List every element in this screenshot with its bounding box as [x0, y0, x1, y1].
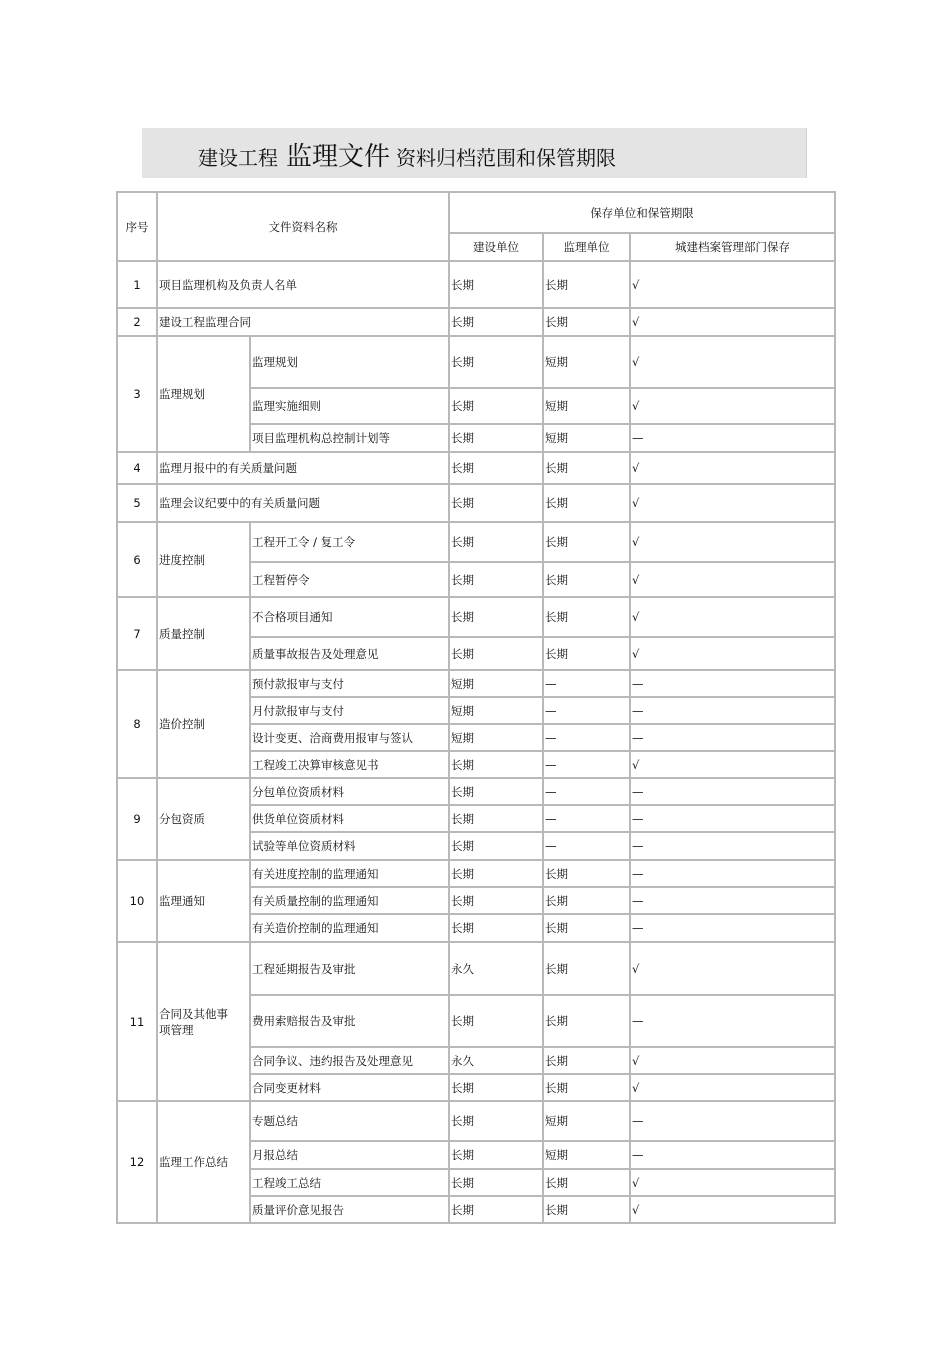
archive-mark: √	[630, 308, 835, 336]
supervise-term: 长期	[543, 597, 630, 637]
archive-mark: √	[630, 637, 835, 670]
build-term: 长期	[449, 887, 543, 914]
item-name: 有关造价控制的监理通知	[250, 914, 449, 942]
build-term: 长期	[449, 562, 543, 597]
item-name: 监理规划	[250, 336, 449, 388]
supervise-term: 长期	[543, 452, 630, 484]
supervise-term: —	[543, 670, 630, 697]
build-term: 长期	[449, 1169, 543, 1196]
supervise-term: 长期	[543, 637, 630, 670]
build-term: 长期	[449, 424, 543, 452]
page-title	[198, 136, 616, 173]
archive-mark: √	[630, 261, 835, 308]
item-name: 工程竣工总结	[250, 1169, 449, 1196]
supervise-term: —	[543, 832, 630, 860]
row-no: 7	[117, 597, 157, 670]
item-name: 项目监理机构总控制计划等	[250, 424, 449, 452]
title-part-3: 资料归档范围和保管期限	[396, 146, 617, 170]
supervise-term: 长期	[543, 1074, 630, 1101]
item-name: 分包单位资质材料	[250, 778, 449, 805]
item-name: 预付款报审与支付	[250, 670, 449, 697]
row-no: 4	[117, 452, 157, 484]
archive-mark: √	[630, 1047, 835, 1074]
archive-mark: —	[630, 1141, 835, 1169]
table-row	[117, 308, 835, 336]
archive-mark: —	[630, 1101, 835, 1141]
row-category: 监理规划	[157, 336, 250, 452]
supervise-term: 长期	[543, 914, 630, 942]
header-name: 文件资料名称	[157, 192, 449, 261]
row-category-line-1: 合同及其他事	[159, 1006, 228, 1021]
table-row	[117, 522, 835, 562]
build-term: 长期	[449, 832, 543, 860]
build-term: 长期	[449, 336, 543, 388]
supervise-term: 长期	[543, 308, 630, 336]
supervise-term: —	[543, 697, 630, 724]
title-bar	[142, 128, 807, 178]
row-no: 12	[117, 1101, 157, 1223]
item-name: 月付款报审与支付	[250, 697, 449, 724]
row-category: 监理通知	[157, 860, 250, 942]
archive-mark: —	[630, 914, 835, 942]
archive-mark: —	[630, 697, 835, 724]
row-category: 建设工程监理合同	[157, 308, 449, 336]
supervise-term: —	[543, 751, 630, 778]
archive-mark: √	[630, 1196, 835, 1223]
supervise-term: 长期	[543, 261, 630, 308]
build-term: 短期	[449, 724, 543, 751]
row-category: 监理工作总结	[157, 1101, 250, 1223]
item-name: 不合格项目通知	[250, 597, 449, 637]
supervise-term: 短期	[543, 1141, 630, 1169]
archive-mark: √	[630, 388, 835, 424]
supervise-term: 短期	[543, 388, 630, 424]
row-no: 2	[117, 308, 157, 336]
build-term: 长期	[449, 1141, 543, 1169]
table-row	[117, 484, 835, 522]
item-name: 工程延期报告及审批	[250, 942, 449, 995]
table-row	[117, 860, 835, 887]
archive-mark: √	[630, 1169, 835, 1196]
row-no: 1	[117, 261, 157, 308]
row-category: 监理会议纪要中的有关质量问题	[157, 484, 449, 522]
build-term: 长期	[449, 388, 543, 424]
row-no: 10	[117, 860, 157, 942]
build-term: 长期	[449, 452, 543, 484]
supervise-term: 长期	[543, 1169, 630, 1196]
row-category: 项目监理机构及负责人名单	[157, 261, 449, 308]
supervise-term: —	[543, 724, 630, 751]
row-no: 3	[117, 336, 157, 452]
archive-table	[116, 191, 836, 1224]
item-name: 设计变更、洽商费用报审与签认	[250, 724, 449, 751]
build-term: 长期	[449, 261, 543, 308]
row-no: 6	[117, 522, 157, 597]
build-term: 短期	[449, 697, 543, 724]
build-term: 长期	[449, 597, 543, 637]
archive-mark: √	[630, 522, 835, 562]
table-row	[117, 670, 835, 697]
archive-mark: √	[630, 597, 835, 637]
item-name: 合同变更材料	[250, 1074, 449, 1101]
row-no: 11	[117, 942, 157, 1101]
archive-mark: —	[630, 424, 835, 452]
archive-mark: √	[630, 562, 835, 597]
row-category	[157, 942, 250, 1101]
supervise-term: —	[543, 778, 630, 805]
item-name: 有关进度控制的监理通知	[250, 860, 449, 887]
build-term: 短期	[449, 670, 543, 697]
build-term: 长期	[449, 1074, 543, 1101]
archive-mark: —	[630, 778, 835, 805]
archive-mark: √	[630, 1074, 835, 1101]
item-name: 工程开工令 / 复工令	[250, 522, 449, 562]
archive-mark: —	[630, 670, 835, 697]
supervise-term: 长期	[543, 484, 630, 522]
archive-mark: —	[630, 724, 835, 751]
archive-mark: √	[630, 336, 835, 388]
supervise-term: 长期	[543, 860, 630, 887]
header-build-unit: 建设单位	[449, 233, 543, 261]
row-category-line-2: 项管理	[159, 1022, 194, 1037]
build-term: 长期	[449, 805, 543, 832]
supervise-term: 长期	[543, 1196, 630, 1223]
build-term: 长期	[449, 751, 543, 778]
archive-mark: √	[630, 484, 835, 522]
build-term: 长期	[449, 860, 543, 887]
row-category: 造价控制	[157, 670, 250, 778]
row-no: 5	[117, 484, 157, 522]
build-term: 长期	[449, 308, 543, 336]
supervise-term: 长期	[543, 522, 630, 562]
header-group: 保存单位和保管期限	[449, 192, 835, 233]
item-name: 专题总结	[250, 1101, 449, 1141]
table-row	[117, 452, 835, 484]
build-term: 长期	[449, 637, 543, 670]
archive-mark: √	[630, 751, 835, 778]
archive-mark: —	[630, 887, 835, 914]
item-name: 供货单位资质材料	[250, 805, 449, 832]
build-term: 长期	[449, 995, 543, 1047]
title-part-2: 监理文件	[286, 142, 391, 172]
table-row	[117, 261, 835, 308]
row-category: 质量控制	[157, 597, 250, 670]
build-term: 长期	[449, 1101, 543, 1141]
supervise-term: 短期	[543, 1101, 630, 1141]
table-row	[117, 597, 835, 637]
row-category: 监理月报中的有关质量问题	[157, 452, 449, 484]
item-name: 监理实施细则	[250, 388, 449, 424]
row-category: 分包资质	[157, 778, 250, 860]
item-name: 月报总结	[250, 1141, 449, 1169]
item-name: 质量事故报告及处理意见	[250, 637, 449, 670]
item-name: 有关质量控制的监理通知	[250, 887, 449, 914]
archive-mark: —	[630, 860, 835, 887]
build-term: 永久	[449, 1047, 543, 1074]
item-name: 质量评价意见报告	[250, 1196, 449, 1223]
supervise-term: 长期	[543, 1047, 630, 1074]
archive-mark: √	[630, 452, 835, 484]
table-row	[117, 336, 835, 388]
item-name: 费用索赔报告及审批	[250, 995, 449, 1047]
title-part-1: 建设工程	[198, 146, 278, 170]
build-term: 长期	[449, 778, 543, 805]
header-seq: 序号	[117, 192, 157, 261]
build-term: 长期	[449, 484, 543, 522]
table-header-row	[117, 192, 835, 233]
header-archive-dept: 城建档案管理部门保存	[630, 233, 835, 261]
table-row	[117, 778, 835, 805]
archive-mark: —	[630, 832, 835, 860]
build-term: 长期	[449, 522, 543, 562]
row-no: 9	[117, 778, 157, 860]
item-name: 工程竣工决算审核意见书	[250, 751, 449, 778]
item-name: 试验等单位资质材料	[250, 832, 449, 860]
supervise-term: 长期	[543, 942, 630, 995]
supervise-term: 短期	[543, 336, 630, 388]
archive-mark: —	[630, 805, 835, 832]
table-row	[117, 1101, 835, 1141]
supervise-term: 短期	[543, 424, 630, 452]
row-category: 进度控制	[157, 522, 250, 597]
header-supervise-unit: 监理单位	[543, 233, 630, 261]
archive-mark: √	[630, 942, 835, 995]
item-name: 合同争议、违约报告及处理意见	[250, 1047, 449, 1074]
build-term: 长期	[449, 914, 543, 942]
supervise-term: 长期	[543, 562, 630, 597]
build-term: 永久	[449, 942, 543, 995]
supervise-term: 长期	[543, 995, 630, 1047]
supervise-term: —	[543, 805, 630, 832]
build-term: 长期	[449, 1196, 543, 1223]
supervise-term: 长期	[543, 887, 630, 914]
row-no: 8	[117, 670, 157, 778]
table-row	[117, 942, 835, 995]
archive-mark: —	[630, 995, 835, 1047]
item-name: 工程暂停令	[250, 562, 449, 597]
